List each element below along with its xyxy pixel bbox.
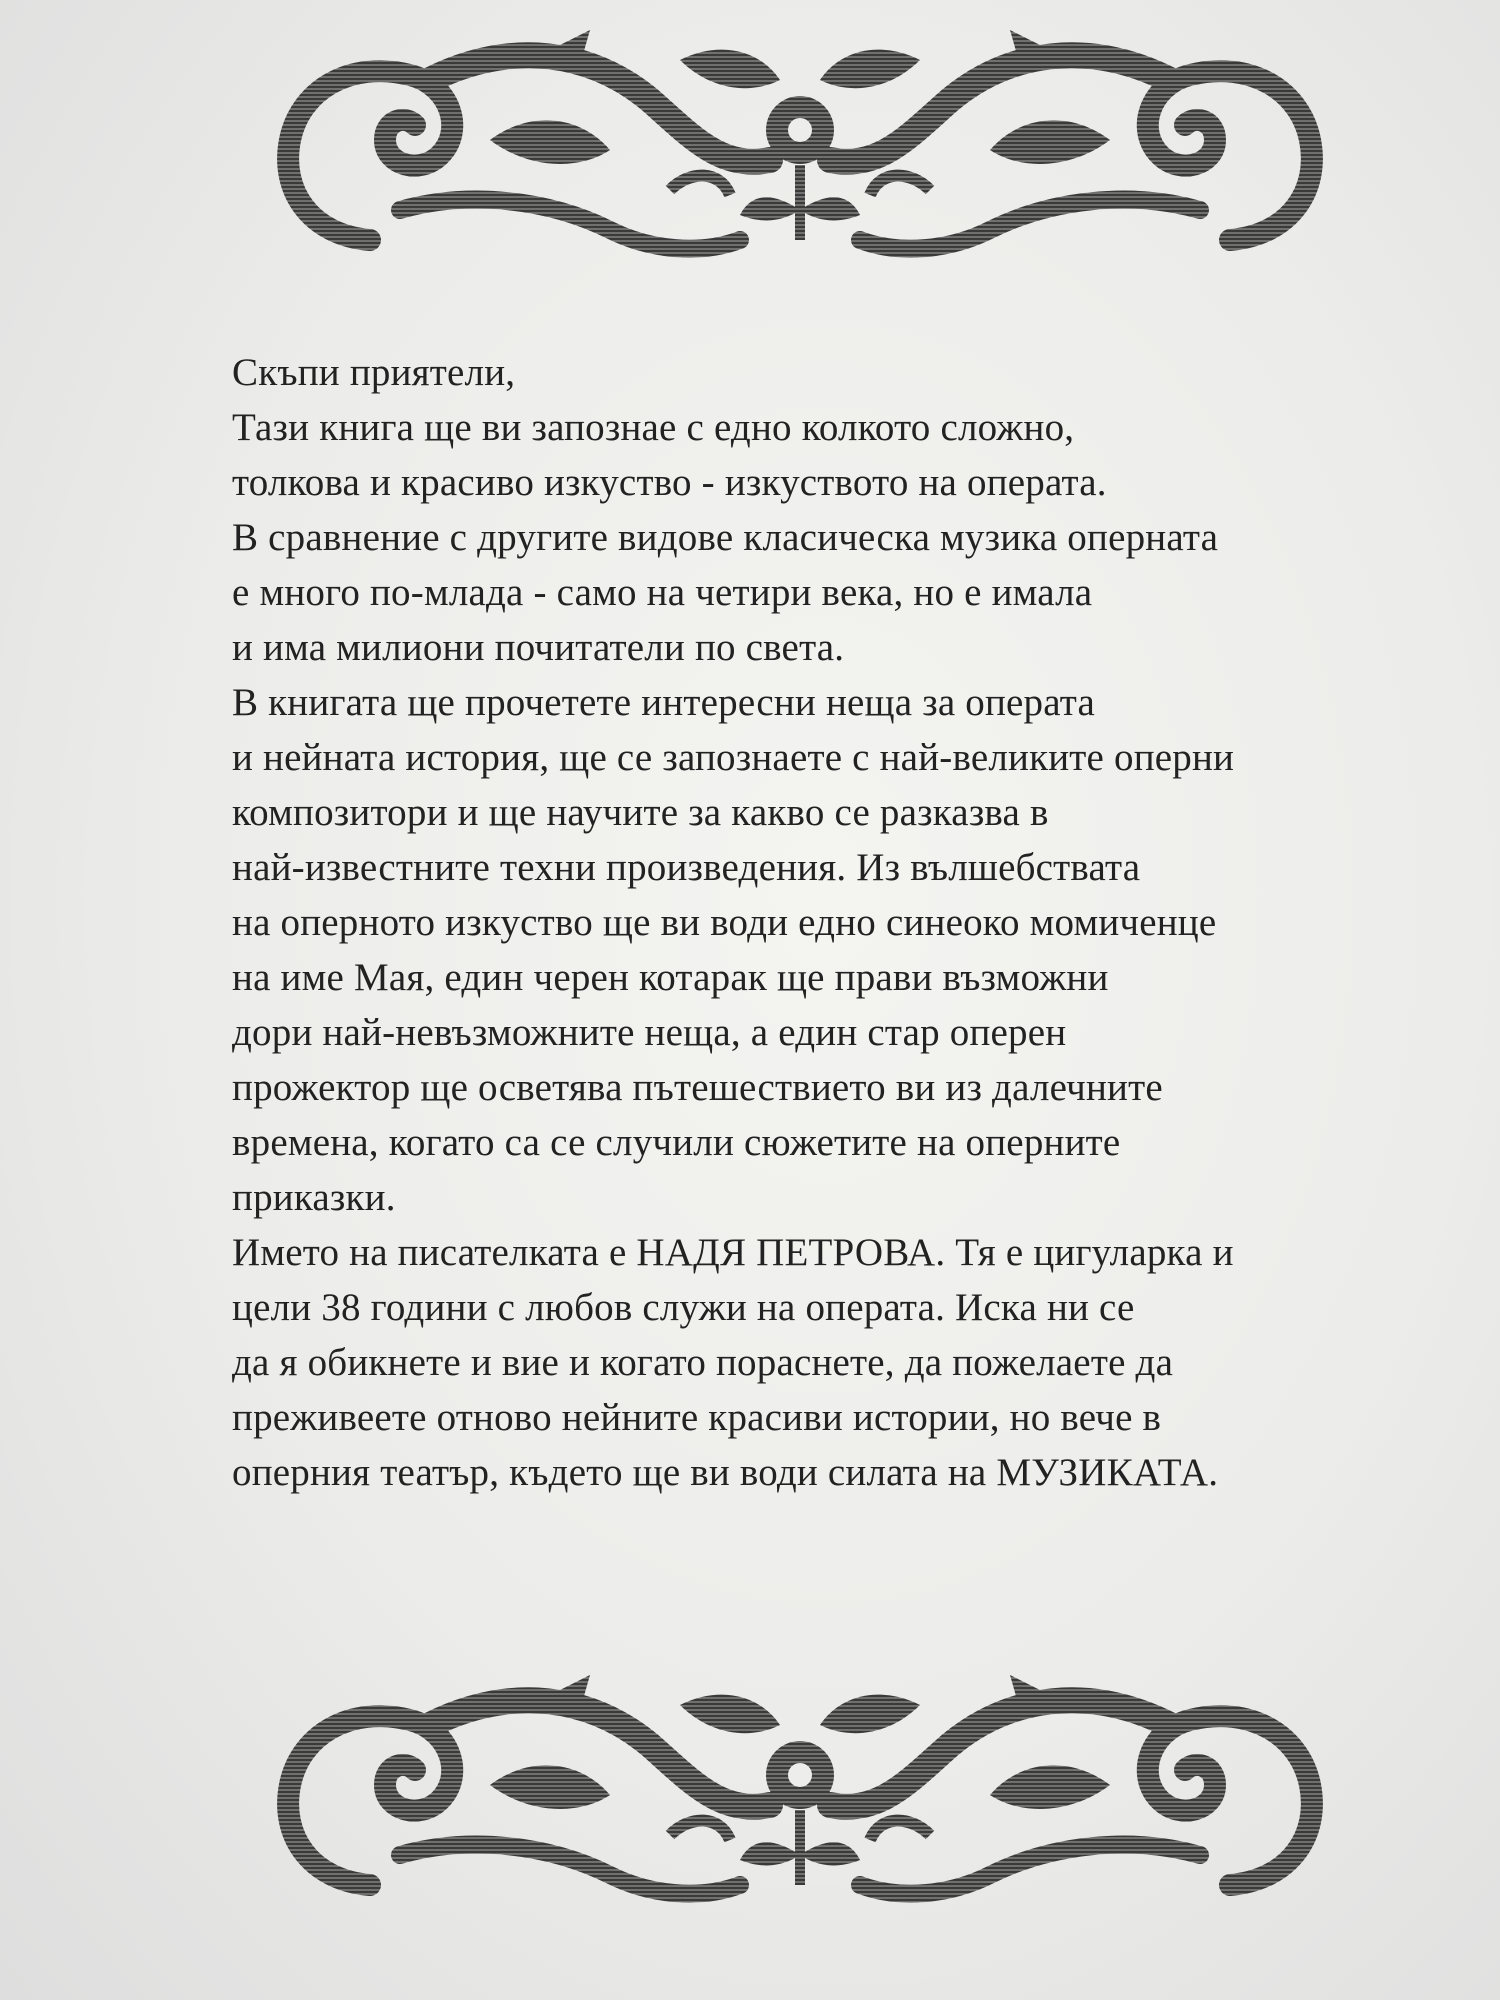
text-line: на оперното изкуство ще ви води едно синеоко момиченце (232, 901, 1217, 944)
text-line: и нейната история, ще се запознаете с най-великите оперни (232, 736, 1235, 779)
text-line: цели 38 години с любов служи на операта. Иска ни се (232, 1286, 1135, 1329)
text-line: дори най-невъзможните неща, а един стар оперен (232, 1011, 1067, 1054)
text-line: на име Мая, един черен котарак ще прави възможни (232, 956, 1109, 999)
text-line: оперния театър, където ще ви води силата на МУЗИКАТА. (232, 1451, 1219, 1494)
bottom-floral-ornament-icon (250, 1665, 1350, 1925)
text-line: В сравнение с другите видове класическа музика оперната (232, 516, 1219, 559)
text-line: да я обикнете и вие и когато пораснете, да пожелаете да (232, 1341, 1174, 1384)
text-line: прожектор ще осветява пътешествието ви из далечните (232, 1066, 1163, 1109)
text-line: Името на писателката е НАДЯ ПЕТРОВА. Тя е цигуларка и (232, 1231, 1234, 1274)
text-line: времена, когато са се случили сюжетите на оперните (232, 1121, 1121, 1164)
text-line: приказки. (232, 1176, 396, 1219)
text-line: преживеете отново нейните красиви истории, но вече в (232, 1396, 1162, 1439)
text-line: В книгата ще прочетете интересни неща за операта (232, 681, 1095, 724)
top-floral-ornament-icon (250, 20, 1350, 280)
text-line: Тази книга ще ви запознае с едно колкото сложно, (232, 406, 1075, 449)
introduction-text (232, 345, 1352, 1500)
text-line: толкова и красиво изкуство - изкуството на операта. (232, 461, 1107, 504)
text-line: композитори и ще научите за какво се разказва в (232, 791, 1049, 834)
text-line: и има милиони почитатели по света. (232, 626, 845, 669)
text-line: е много по-млада - само на четири века, но е имала (232, 571, 1093, 614)
text-line: Скъпи приятели, (232, 351, 516, 394)
text-line: най-известните техни произведения. Из вълшебствата (232, 846, 1141, 889)
